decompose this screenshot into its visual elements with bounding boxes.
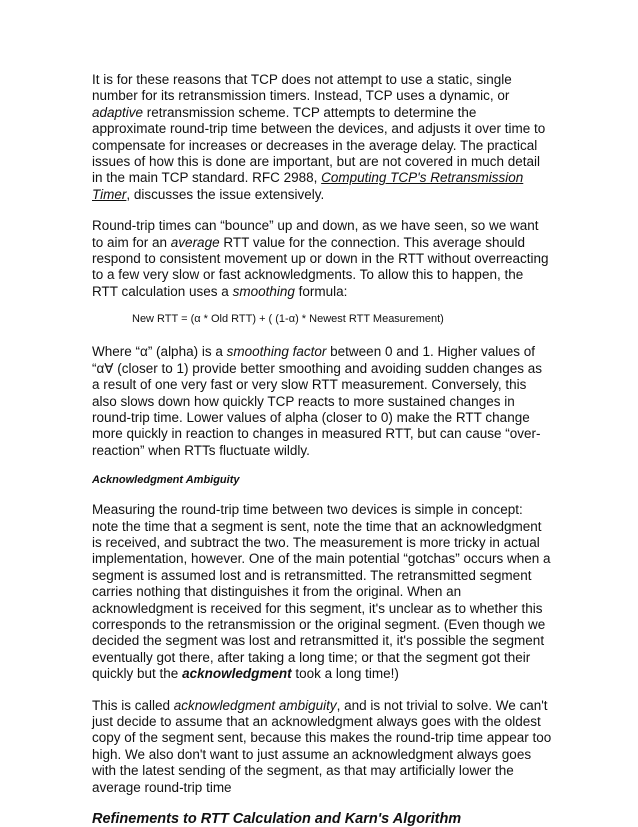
paragraph-average-rtt xyxy=(92,218,552,300)
rfc-2988-link[interactable]: Computing TCP's Retransmission Timer xyxy=(92,170,524,202)
text-segment: It is for these reasons that TCP does not attempt to use a static, single number for its retransmission timers. Instead, TCP uses a dynamic, or xyxy=(92,72,512,104)
text-segment: took a long time!) xyxy=(291,666,399,682)
subheading-acknowledgment-ambiguity: Acknowledgment Ambiguity xyxy=(92,474,240,487)
text-segment: , and is not trivial to solve. We can't just decide to assume that an acknowledgment always goes with the oldest copy of the segment sent, because this makes the round-trip time appear too high. We also don't want to just assume an acknowledgment always goes with the latest sending of the segment, as that may artificially lower the average round-trip time xyxy=(92,697,552,795)
text-segment: formula: xyxy=(294,283,348,299)
emphasis-acknowledgment-ambiguity: acknowledgment ambiguity xyxy=(173,697,337,713)
emphasis-acknowledgment: acknowledgment xyxy=(182,666,292,682)
text-segment: between 0 and 1. Higher values of “α∀ (closer to 1) provide better smoothing and avoiding sudden changes as a result of one very fast or very slow RTT measurement. Conversely, this also slows down how quickly TCP reacts to more sustained changes in round-trip time. Lower values of alpha (closer to 0) make the RTT change more quickly in reaction to changes in measured RTT, but can cause “over-reaction” when RTTs fluctuate wildly. xyxy=(92,344,543,458)
emphasis-smoothing-factor: smoothing factor xyxy=(226,344,327,360)
text-segment: Round-trip times can “bounce” up and down, as we have seen, so we want to aim for an xyxy=(92,218,539,250)
text-segment: Measuring the round-trip time between two devices is simple in concept: note the time that a segment is sent, note the time that an acknowledgment is received, and subtract the two. The measurement is more tricky in actual implementation, however. One of the main potential “gotchas” occurs when a segment is assumed lost and is retransmitted. The retransmitted segment carries nothing that distinguishes it from the original. When an acknowledgment is received for this segment, it's unclear as to whether this corresponds to the retransmission or the original segment. (Even though we decided the segment was lost and retransmitted it, it's possible the segment eventually got there, after taking a long time; or that the segment got their quickly but the xyxy=(92,502,551,682)
emphasis-average: average xyxy=(170,234,220,250)
emphasis-adaptive: adaptive xyxy=(92,104,144,120)
text-segment: This is called xyxy=(92,697,174,713)
paragraph-acknowledgment-ambiguity xyxy=(92,698,552,796)
document-page xyxy=(92,72,552,827)
paragraph-adaptive-retransmission xyxy=(92,72,552,203)
section-heading-karns-algorithm: Refinements to RTT Calculation and Karn's Algorithm xyxy=(92,811,462,827)
text-segment: retransmission scheme. TCP attempts to determine the approximate round-trip time between the devices, and adjusts it over time to compensate for increases or decreases in the average delay. The practical issues of how this is done are important, but are not covered in much detail in the main TCP standard. RFC 2988, xyxy=(92,104,546,186)
emphasis-smoothing: smoothing xyxy=(232,283,295,299)
text-segment: Where “α” (alpha) is a xyxy=(92,344,227,360)
text-segment: RTT value for the connection. This average should respond to consistent movement up or down in the RTT without overreacting to a few very slow or fast acknowledgments. To allow this to happen, the RTT calculation uses a xyxy=(92,234,549,299)
paragraph-measuring-rtt xyxy=(92,502,552,682)
text-segment: , discusses the issue extensively. xyxy=(126,186,325,202)
paragraph-smoothing-factor xyxy=(92,344,552,459)
rtt-formula: New RTT = (α * Old RTT) + ( (1-α) * Newest RTT Measurement) xyxy=(132,313,444,326)
